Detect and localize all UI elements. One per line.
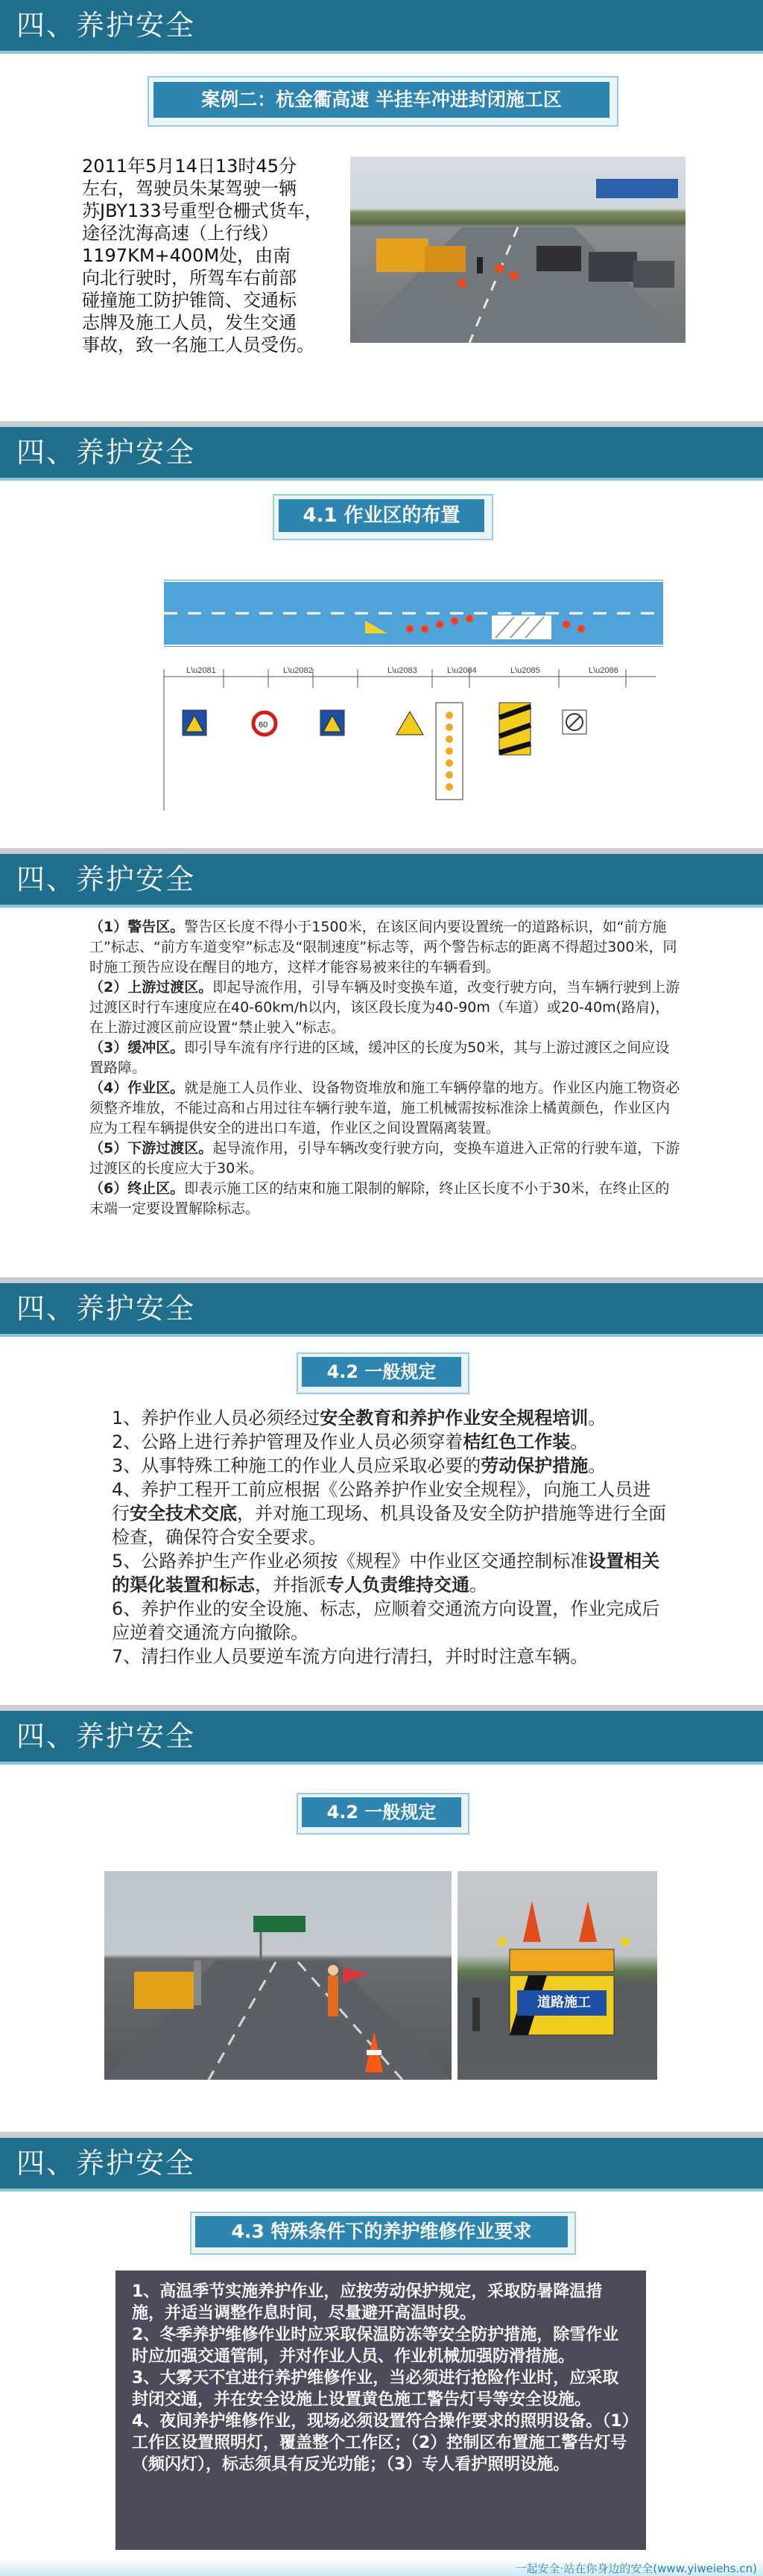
slide-separator bbox=[0, 1277, 763, 1283]
slide-work-zone-layout bbox=[0, 427, 763, 848]
rule-item: 3、从事特殊工种施工的作业人员应采取必要的劳动保护措施。 bbox=[112, 1455, 607, 1476]
case-line: 向北行驶时，所驾车右前部 bbox=[82, 268, 297, 288]
section-title: 四、养护安全 bbox=[16, 2147, 196, 2180]
section-header bbox=[0, 854, 763, 905]
zone-item-text: 就是施工人员作业、设备物资堆放和施工车辆停靠的地方。作业区内施工物资必须整齐堆放，不能过高和占用过往车辆行驶车道，施工机械需按标准涂上橘黄颜色，作业区内应为工程车辆提供安全的进出口车道，作业区之间设置隔离装置。 bbox=[89, 1080, 680, 1136]
slide-general-rules-photos bbox=[0, 1711, 763, 2132]
special-item: 1、高温季节实施养护作业，应按劳动保护规定，采取防暑降温措施，并适当调整作息时间，尽量避开高温时段。 bbox=[132, 2282, 603, 2323]
case-line: 1197KM+400M处，由南 bbox=[82, 245, 291, 266]
case-line: 碰撞施工防护锥筒、交通标 bbox=[82, 290, 297, 311]
header-underline bbox=[0, 1334, 763, 1337]
zone-item-head: （4）作业区。 bbox=[89, 1080, 185, 1096]
section-title: 四、养护安全 bbox=[16, 863, 196, 896]
slide-separator bbox=[0, 2132, 763, 2138]
rule-item: 2、公路上进行养护管理及作业人员必须穿着桔红色工作装。 bbox=[112, 1431, 589, 1452]
slide-special-conditions bbox=[0, 2138, 763, 2576]
section-header bbox=[0, 1283, 763, 1334]
zone-item-text: 警告区长度不得小于1500米，在该区间内要设置统一的道路标识，如“前方施工”标志、“前方车道变窄”标志及“限制速度”标志等，两个警告标志的距离不得超过300米，同时施工预告应设在醒目的地方，这样才能容易被来往的车辆看到。 bbox=[89, 919, 677, 975]
special-title-badge: 4.3 特殊条件下的养护维修作业要求 bbox=[195, 2216, 568, 2247]
special-conditions-box bbox=[115, 2270, 646, 2550]
zone-item bbox=[89, 917, 682, 978]
rule-item: 6、养护作业的安全设施、标志，应顺着交通流方向设置，作业完成后应逆着交通流方向撤除。 bbox=[112, 1598, 660, 1643]
case-line: 志牌及施工人员，发生交通 bbox=[82, 312, 297, 333]
section-header bbox=[0, 1711, 763, 1762]
special-item: 3、大雾天不宜进行养护维修作业，当必须进行抢险作业时，应采取封闭交通，并在安全设施上设置黄色施工警告灯号等安全设施。 bbox=[132, 2369, 619, 2409]
section-title: 四、养护安全 bbox=[16, 1720, 196, 1753]
zone-item bbox=[89, 1078, 682, 1139]
slide-case-study bbox=[0, 0, 763, 421]
svg-text:L\u2085: L\u2085 bbox=[510, 666, 540, 675]
section-title: 四、养护安全 bbox=[16, 9, 196, 42]
header-underline bbox=[0, 51, 763, 54]
rule-item: 7、清扫作业人员要逆车流方向进行清扫，并时时注意车辆。 bbox=[112, 1646, 589, 1667]
accident-photo bbox=[350, 156, 686, 343]
zone-item bbox=[89, 1179, 682, 1219]
highway-crew-photo bbox=[104, 1871, 452, 2080]
svg-text:L\u2081: L\u2081 bbox=[186, 666, 216, 675]
section-header bbox=[0, 427, 763, 478]
work-zone-diagram bbox=[142, 565, 678, 818]
slide-general-rules bbox=[0, 1283, 763, 1705]
svg-text:L\u2086: L\u2086 bbox=[589, 666, 618, 675]
zone-item bbox=[89, 1139, 682, 1179]
case-line: 途径沈海高速（上行线） bbox=[82, 223, 279, 244]
road-work-sign-text: 道路施工 bbox=[537, 1995, 591, 2010]
zone-item-head: （5）下游过渡区。 bbox=[89, 1140, 213, 1156]
section-title: 四、养护安全 bbox=[16, 436, 196, 469]
special-item: 2、冬季养护维修作业时应采取保温防冻等安全防护措施，除雪作业时应加强交通管制，并对作业人员、作业机械加强防滑措施。 bbox=[132, 2326, 619, 2366]
zone-item-head: （3）缓冲区。 bbox=[89, 1039, 185, 1056]
slide-separator bbox=[0, 1705, 763, 1711]
case-line: 2011年5月14日13时45分 bbox=[82, 156, 297, 177]
svg-text:L\u2082: L\u2082 bbox=[283, 666, 313, 675]
zone-item-head: （1）警告区。 bbox=[89, 919, 185, 935]
section-header bbox=[0, 0, 763, 51]
photos-title-badge: 4.2 一般规定 bbox=[302, 1797, 461, 1827]
warning-truck-art bbox=[458, 1871, 657, 2080]
zone-item-text: 即表示施工区的结束和施工限制的解除，终止区长度不小于30米，在终止区的末端一定要设置解除标志。 bbox=[89, 1180, 670, 1217]
zone-item bbox=[89, 978, 682, 1038]
zone-item bbox=[89, 1038, 682, 1078]
case-line: 苏JBY133号重型仓栅式货车， bbox=[82, 200, 323, 221]
svg-text:L\u2084: L\u2084 bbox=[447, 666, 477, 675]
case-line: 事故，致一名施工人员受伤。 bbox=[82, 335, 314, 355]
section-header bbox=[0, 2138, 763, 2189]
svg-text:L\u2083: L\u2083 bbox=[387, 666, 417, 675]
header-underline bbox=[0, 1762, 763, 1765]
rule-item: 5、公路养护生产作业必须按《规程》中作业区交通控制标准设置相关的渠化装置和标志，并指派专人负责维持交通。 bbox=[112, 1551, 660, 1595]
rule-item: 1、养护作业人员必须经过安全教育和养护作业安全规程培训。 bbox=[112, 1408, 607, 1428]
general-rules-list bbox=[112, 1406, 667, 1668]
slide-separator bbox=[0, 421, 763, 427]
layout-title-badge: 4.1 作业区的布置 bbox=[279, 499, 484, 532]
case-text bbox=[82, 155, 350, 356]
rules-title-badge: 4.2 一般规定 bbox=[302, 1357, 461, 1387]
rule-item: 4、养护工程开工前应根据《公路养护作业安全规程》，向施工人员进行安全技术交底，并对施工现场、机具设备及安全防护措施等进行全面检查，确保符合安全要求。 bbox=[112, 1479, 666, 1548]
zone-item-text: 即起导流作用，引导车辆及时变换车道，改变行驶方向，当车辆行驶到上游过渡区时行车速度应在40-60km/h以内，该区段长度为40-90m（车道）或20-40m(路肩)，在上游过渡区前应设置“禁止驶入”标志。 bbox=[89, 979, 680, 1036]
slide-zone-definitions bbox=[0, 854, 763, 1277]
watermark-link[interactable]: 一起安全·站在你身边的安全(www.yiweiehs.cn) bbox=[515, 2562, 757, 2575]
slide-separator bbox=[0, 848, 763, 854]
zone-item-head: （6）终止区。 bbox=[89, 1180, 185, 1197]
header-underline bbox=[0, 478, 763, 481]
zone-item-text: 起导流作用，引导车辆改变行驶方向，变换车道进入正常的行驶车道，下游过渡区的长度应大于30米。 bbox=[89, 1140, 680, 1177]
zone-definition-text bbox=[89, 917, 682, 1219]
zone-item-head: （2）上游过渡区。 bbox=[89, 979, 213, 996]
special-item: 4、夜间养护维修作业，现场必须设置符合操作要求的照明设备。（1）工作区设置照明灯，覆盖整个工作区；（2）控制区布置施工警告灯号（频闪灯），标志须具有反光功能；（3）专人看护照明设施。 bbox=[132, 2412, 630, 2474]
warning-truck-photo bbox=[458, 1871, 657, 2080]
zone-item-text: 即引导车流有序行进的区域，缓冲区的长度为50米，其与上游过渡区之间应设置路障。 bbox=[89, 1039, 670, 1076]
case-line: 左右，驾驶员朱某驾驶一辆 bbox=[82, 178, 297, 199]
header-underline bbox=[0, 2189, 763, 2192]
case-title-badge: 案例二：杭金衢高速 半挂车冲进封闭施工区 bbox=[153, 82, 610, 118]
header-underline bbox=[0, 905, 763, 908]
section-title: 四、养护安全 bbox=[16, 1292, 196, 1325]
svg-text:60: 60 bbox=[259, 721, 268, 730]
accident-scene-art bbox=[350, 156, 686, 343]
highway-crew-art bbox=[104, 1871, 452, 2080]
